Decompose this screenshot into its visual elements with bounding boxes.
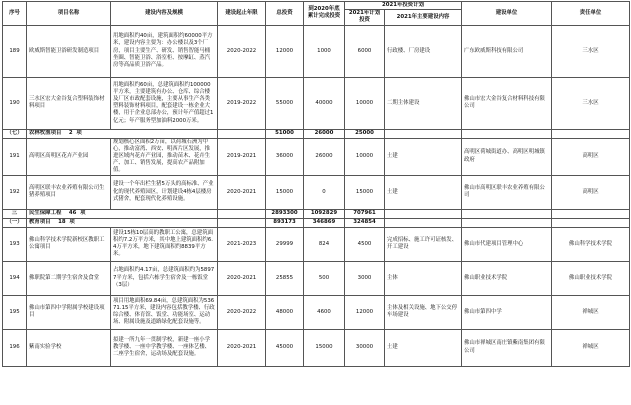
cell-content: 用地面积约60亩，总建筑面积约100000平方米，主要建筑有办公、仓库、综合楼及厂区市政配套设施，主要从事生产各类塑料装饰材料项目，配套建设一栋企业大楼，用于企业总部办公，预计年产值超过1亿元；年产服务型加油料2000万米。 [111,77,218,129]
table-row [3,138,630,175]
cell-total: 12000 [266,25,304,77]
table-row [3,261,630,295]
section-done: 346869 [304,218,345,227]
cell-seq: 191 [3,138,27,175]
header-period: 建设起止年限 [218,2,266,26]
cell-done: 500 [304,261,345,295]
table-row [3,227,630,261]
header-content: 建设内容及规模 [111,2,218,26]
cell-owner: 佛山职业技术学院 [552,261,630,295]
cell-owner: 高明区 [552,138,630,175]
cell-period: 2019-2021 [218,138,266,175]
cell-content: 规划核心区面积2万亩，以荷城石洲为中心，推动富湾、西安、明西片区发展，推进区域内花卉产业园，推动苗木、花卉生产、加工、销售发展，提高农产品附加值。 [111,138,218,175]
cell-content: 拟建一所九年一贯制学校，新建一座小学教学楼、一座中学教学楼、一座体艺楼、二座学生宿舍，运动场及配套设施。 [111,329,218,366]
cell-empty [385,209,462,218]
header-plan2021: 2021年计划投资 [345,10,385,25]
cell-empty [385,129,462,138]
cell-seq: 193 [3,227,27,261]
header-done2020: 到2020年底累计完成投资 [304,2,345,26]
cell-seq: 194 [3,261,27,295]
section-plan: 707961 [345,209,385,218]
cell-main: 主体及相关设施、地下公交停车场建设 [385,295,462,329]
cell-main: 主体 [385,261,462,295]
cell-content: 建设一个年出栏生猪5万头的高标准、产业化的现代养殖园区，计划建设4栋4层楼房式猪舍，配套现代化养殖设施。 [111,175,218,209]
cell-owner: 三水区 [552,25,630,77]
cell-main: 二期主体建设 [385,77,462,129]
cell-seq: 192 [3,175,27,209]
cell-unit: 佛山市第四中学 [462,295,552,329]
section-seq: （一） [3,218,27,227]
section-name: 民生保障工程 [29,210,62,217]
cell-done: 15000 [304,329,345,366]
cell-plan: 10000 [345,138,385,175]
header-unit: 建设单位 [462,2,552,26]
cell-name: 佛职院第二期学生宿舍及食堂 [27,261,111,295]
section-title [27,218,218,227]
cell-unit: 广东欧威斯科技有限公司 [462,25,552,77]
cell-empty [218,218,266,227]
cell-empty [552,218,630,227]
cell-owner: 佛山科学技术学院 [552,227,630,261]
cell-name: 高明区联丰农业养殖有限公司生猪养殖项目 [27,175,111,209]
cell-owner: 禅城区 [552,329,630,366]
cell-owner: 高明区 [552,175,630,209]
section-unit-label: 项 [76,130,82,136]
cell-period: 2021-2023 [218,227,266,261]
cell-done: 1000 [304,25,345,77]
table-row [3,175,630,209]
cell-seq: 195 [3,295,27,329]
cell-period: 2020-2021 [218,175,266,209]
cell-unit: 佛山市宏大金谷复合材料科技有限公司 [462,77,552,129]
cell-name: 佛山市第四中学附属学校建设项目 [27,295,111,329]
cell-total: 48000 [266,295,304,329]
cell-empty [218,129,266,138]
header-main2021: 2021年主要建设内容 [385,10,462,25]
table-row [3,329,630,366]
section-total: 893173 [266,218,304,227]
cell-unit: 佛山市禅城区南庄镇紫南集团有限公司 [462,329,552,366]
cell-unit: 佛山市代建项目管理中心 [462,227,552,261]
header-owner: 责任单位 [552,2,630,26]
cell-empty [462,209,552,218]
section-count: 46 [68,210,77,217]
section-row [3,218,630,227]
section-total: 2893300 [266,209,304,218]
cell-content: 占地面积约4.17亩，总建筑面积约为58977平方米，包括六栋学生宿舍及一栋饭堂（3层） [111,261,218,295]
cell-plan: 15000 [345,175,385,209]
section-total: 51000 [266,129,304,138]
cell-seq: 189 [3,25,27,77]
section-done: 26000 [304,129,345,138]
cell-name: 欧威斯智能卫浴研发制造项目 [27,25,111,77]
cell-content: 建设15栋10层高的教职工公寓，总建筑面积约7.2万平方米，其中地上建筑面积约6.4万平方米，地下建筑面积约8839平方米。 [111,227,218,261]
section-plan: 324854 [345,218,385,227]
cell-name: 三水区宏大金谷复合塑料装饰材料项目 [27,77,111,129]
cell-total: 29999 [266,227,304,261]
cell-plan: 30000 [345,329,385,366]
header-total: 总投资 [266,2,304,26]
section-title [27,209,218,218]
section-name: 教育项目 [29,219,51,226]
section-name: 农林牧渔项目 [29,130,62,136]
cell-period: 2020-2022 [218,25,266,77]
cell-empty [552,129,630,138]
cell-owner: 三水区 [552,77,630,129]
section-done: 1092829 [304,209,345,218]
header-name: 项目名称 [27,2,111,26]
cell-main: 土建 [385,175,462,209]
section-plan: 25000 [345,129,385,138]
section-seq: （七） [3,129,27,138]
cell-plan: 4500 [345,227,385,261]
cell-plan: 12000 [345,295,385,329]
cell-name: 佛山科学技术学院新校区教职工公寓项目 [27,227,111,261]
section-row [3,129,630,138]
cell-name: 高明区高明区花卉产业园 [27,138,111,175]
cell-total: 15000 [266,175,304,209]
cell-done: 40000 [304,77,345,129]
cell-total: 25855 [266,261,304,295]
cell-seq: 190 [3,77,27,129]
table-row [3,295,630,329]
header-plan2021-group: 2021年投资计划 [345,2,462,10]
cell-done: 824 [304,227,345,261]
cell-name: 紫南实验学校 [27,329,111,366]
section-title [27,129,218,138]
cell-period: 2019-2022 [218,77,266,129]
section-seq: 三 [3,209,27,218]
cell-plan: 3000 [345,261,385,295]
cell-unit: 高明区荷城街道办、高明区明城镇政府 [462,138,552,175]
section-count: 18 [58,219,66,226]
cell-content: 项目用地面积69.84亩，总建筑面积为53671.15平方米，建设内容包括教学楼、行政综合楼、体育馆、饭堂、功能场室、运动场、附属设施及道路绿化配套设施等。 [111,295,218,329]
cell-empty [462,218,552,227]
table-row [3,25,630,77]
cell-done: 0 [304,175,345,209]
cell-main: 土建 [385,329,462,366]
cell-period: 2020-2021 [218,261,266,295]
cell-empty [385,218,462,227]
cell-done: 4600 [304,295,345,329]
cell-main: 行政楼、厂房建设 [385,25,462,77]
cell-total: 36000 [266,138,304,175]
cell-empty [462,129,552,138]
section-unit-label: 项 [69,219,75,226]
cell-owner: 禅城区 [552,295,630,329]
table-row [3,77,630,129]
cell-empty [218,209,266,218]
cell-main: 完成招标、施工许可证核发、开工建设 [385,227,462,261]
cell-period: 2020-2021 [218,329,266,366]
cell-done: 26000 [304,138,345,175]
cell-seq: 196 [3,329,27,366]
cell-main: 土建 [385,138,462,175]
header-seq: 序号 [3,2,27,26]
cell-unit: 佛山职业技术学院 [462,261,552,295]
cell-total: 55000 [266,77,304,129]
cell-plan: 10000 [345,77,385,129]
cell-period: 2020-2022 [218,295,266,329]
investment-table [2,1,630,367]
cell-content: 用地面积约40亩，建筑面积约60000平方米，建设内容主要为：办公楼以及3个厂房，项目主要生产、研发、销售智能马桶坐圈、智能卫浴、浴室柜、按摩缸、蒸汽房等高品质卫浴产品。 [111,25,218,77]
cell-plan: 6000 [345,25,385,77]
cell-empty [552,209,630,218]
cell-total: 45000 [266,329,304,366]
section-unit-label: 项 [80,210,86,217]
section-count: 2 [68,130,73,136]
cell-unit: 佛山市高明区联丰农业养殖有限公司 [462,175,552,209]
section-row [3,209,630,218]
